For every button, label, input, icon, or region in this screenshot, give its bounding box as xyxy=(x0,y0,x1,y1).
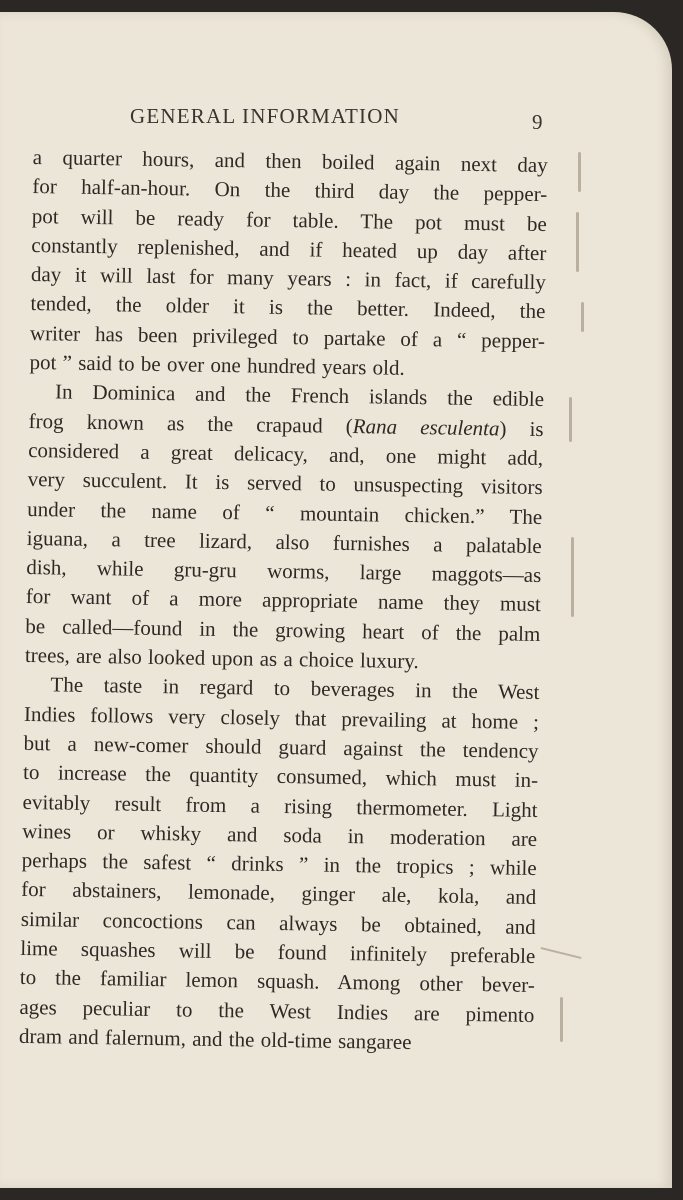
text-line: dram and falernum, and the old-time sangaree xyxy=(18,1023,412,1054)
text-line: constantly replenished, and if heated up day after xyxy=(31,232,547,265)
page-number: 9 xyxy=(532,110,543,134)
text-line: evitably result from a rising thermometer. Light xyxy=(22,789,538,822)
text-line: frog known as the crapaud (Rana esculenta) is xyxy=(28,408,544,441)
text-line: tended, the older it is the better. Indeed, the xyxy=(30,291,546,324)
text-line: for half-an-hour. On the third day the pepper- xyxy=(32,174,548,207)
text-line: dish, while gru-gru worms, large maggots—as xyxy=(26,555,542,588)
text-line: to increase the quantity consumed, which must in- xyxy=(22,760,539,793)
text-line: for want of a more appropriate name they must xyxy=(25,584,542,617)
text-line: trees, are also looked upon as a choice luxury. xyxy=(24,642,419,674)
text-line: pot ” said to be over one hundred years old. xyxy=(29,350,405,380)
text-line: but a new-comer should guard against the tendency xyxy=(23,730,539,763)
text-line: perhaps the safest “ drinks ” in the tropics ; while xyxy=(21,848,537,881)
text-line: for abstainers, lemonade, ginger ale, kola, and xyxy=(21,877,537,910)
show-through-mark xyxy=(581,302,584,332)
text-line: considered a great delicacy, and, one might add, xyxy=(27,437,544,471)
text-line: similar concoctions can always be obtained, and xyxy=(20,906,536,939)
show-through-dash xyxy=(540,947,581,959)
running-head: GENERAL INFORMATION xyxy=(130,104,400,128)
paragraph-first-line: The taste in regard to beverages in the West xyxy=(50,672,540,705)
show-through-mark xyxy=(578,152,581,192)
text-line: a quarter hours, and then boiled again next day xyxy=(32,144,548,178)
text-line: Indies follows very closely that prevailing at home ; xyxy=(23,701,540,734)
scientific-name: Rana esculenta xyxy=(352,413,500,441)
body-text xyxy=(19,143,548,1059)
show-through-mark xyxy=(569,397,572,442)
text-line: iguana, a tree lizard, also furnishes a palatable xyxy=(26,525,542,558)
text-line: very succulent. It is served to unsuspecting visitors xyxy=(27,467,543,500)
text-line: be called—found in the growing heart of the palm xyxy=(25,613,541,646)
text-line: lime squashes will be found infinitely preferable xyxy=(20,935,536,969)
text-line: ages peculiar to the West Indies are pimento xyxy=(19,994,535,1027)
text-line: writer has been privileged to partake of a “ pepper- xyxy=(29,320,546,353)
page-header xyxy=(0,104,672,134)
book-page xyxy=(0,12,672,1188)
text-line: day it will last for many years : in fact, if carefully xyxy=(30,262,547,295)
text-line: wines or whisky and soda in moderation are xyxy=(22,818,538,851)
show-through-mark xyxy=(576,212,579,272)
text-line: pot will be ready for table. The pot must be xyxy=(31,203,547,236)
paragraph-first-line: In Dominica and the French islands the edible xyxy=(54,379,545,412)
show-through-mark xyxy=(560,997,563,1042)
text-line: under the name of “ mountain chicken.” The xyxy=(27,496,543,529)
text-line: to the familiar lemon squash. Among other bever- xyxy=(19,965,536,998)
show-through-mark xyxy=(571,537,574,617)
